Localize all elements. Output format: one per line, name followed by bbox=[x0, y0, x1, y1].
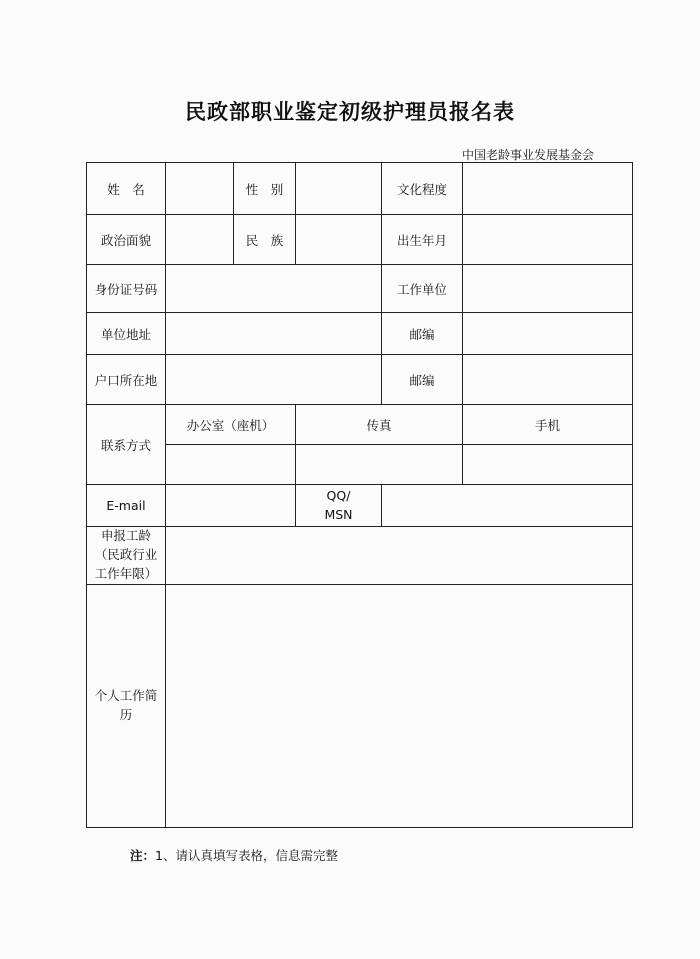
resume-label-line1: 个人工作简 bbox=[94, 688, 158, 704]
fax-header: 传真 bbox=[296, 405, 463, 445]
unit-address-field[interactable] bbox=[166, 313, 382, 355]
id-number-field[interactable] bbox=[166, 265, 382, 313]
household-location-label: 户口所在地 bbox=[87, 355, 166, 405]
work-years-label-line3: 工作年限） bbox=[94, 565, 158, 581]
postcode-label: 邮编 bbox=[382, 313, 463, 355]
fax-field[interactable] bbox=[296, 445, 463, 485]
political-status-label: 政治面貌 bbox=[87, 215, 166, 265]
postcode-field[interactable] bbox=[463, 313, 633, 355]
resume-label bbox=[87, 585, 166, 828]
form-row-address bbox=[87, 313, 633, 355]
resume-field[interactable] bbox=[166, 585, 633, 828]
work-years-label bbox=[87, 527, 166, 585]
ethnicity-label: 民 族 bbox=[234, 215, 296, 265]
mobile-field[interactable] bbox=[463, 445, 633, 485]
contact-label: 联系方式 bbox=[87, 405, 166, 485]
form-row-name bbox=[87, 163, 633, 215]
office-phone-header: 办公室（座机） bbox=[166, 405, 296, 445]
gender-field[interactable] bbox=[296, 163, 382, 215]
education-label: 文化程度 bbox=[382, 163, 463, 215]
office-phone-field[interactable] bbox=[166, 445, 296, 485]
email-label: E-mail bbox=[87, 485, 166, 527]
form-row-email bbox=[87, 485, 633, 527]
qq-msn-label bbox=[296, 485, 382, 527]
qq-msn-label-line2: MSN bbox=[324, 506, 353, 522]
form-title: 民政部职业鉴定初级护理员报名表 bbox=[185, 99, 515, 124]
email-field[interactable] bbox=[166, 485, 296, 527]
qq-msn-field[interactable] bbox=[382, 485, 633, 527]
resume-label-line2: 历 bbox=[119, 707, 133, 722]
form-row-contact-fields bbox=[87, 445, 633, 485]
work-unit-field[interactable] bbox=[463, 265, 633, 313]
note-prefix: 注： bbox=[130, 848, 156, 863]
mobile-header: 手机 bbox=[463, 405, 633, 445]
qq-msn-label-line1: QQ/ bbox=[326, 487, 351, 503]
postcode2-label: 邮编 bbox=[382, 355, 463, 405]
name-label: 姓 名 bbox=[87, 163, 166, 215]
form-note bbox=[130, 846, 338, 864]
organization-name: 中国老龄事业发展基金会 bbox=[462, 148, 595, 162]
name-field[interactable] bbox=[166, 163, 234, 215]
unit-address-label: 单位地址 bbox=[87, 313, 166, 355]
registration-form-table bbox=[86, 162, 633, 828]
postcode2-field[interactable] bbox=[463, 355, 633, 405]
ethnicity-field[interactable] bbox=[296, 215, 382, 265]
form-row-household bbox=[87, 355, 633, 405]
birth-date-label: 出生年月 bbox=[382, 215, 463, 265]
education-field[interactable] bbox=[463, 163, 633, 215]
form-row-work-years bbox=[87, 527, 633, 585]
form-row-contact-header bbox=[87, 405, 633, 445]
note-text: 1、请认真填写表格，信息需完整 bbox=[155, 848, 338, 863]
work-unit-label: 工作单位 bbox=[382, 265, 463, 313]
work-years-label-line2: （民政行业 bbox=[94, 547, 158, 563]
form-row-resume bbox=[87, 585, 633, 828]
political-status-field[interactable] bbox=[166, 215, 234, 265]
id-number-label: 身份证号码 bbox=[87, 265, 166, 313]
household-location-field[interactable] bbox=[166, 355, 382, 405]
birth-date-field[interactable] bbox=[463, 215, 633, 265]
gender-label: 性 别 bbox=[234, 163, 296, 215]
work-years-label-line1: 申报工龄 bbox=[100, 528, 151, 544]
form-row-id bbox=[87, 265, 633, 313]
form-row-political bbox=[87, 215, 633, 265]
work-years-field[interactable] bbox=[166, 527, 633, 585]
